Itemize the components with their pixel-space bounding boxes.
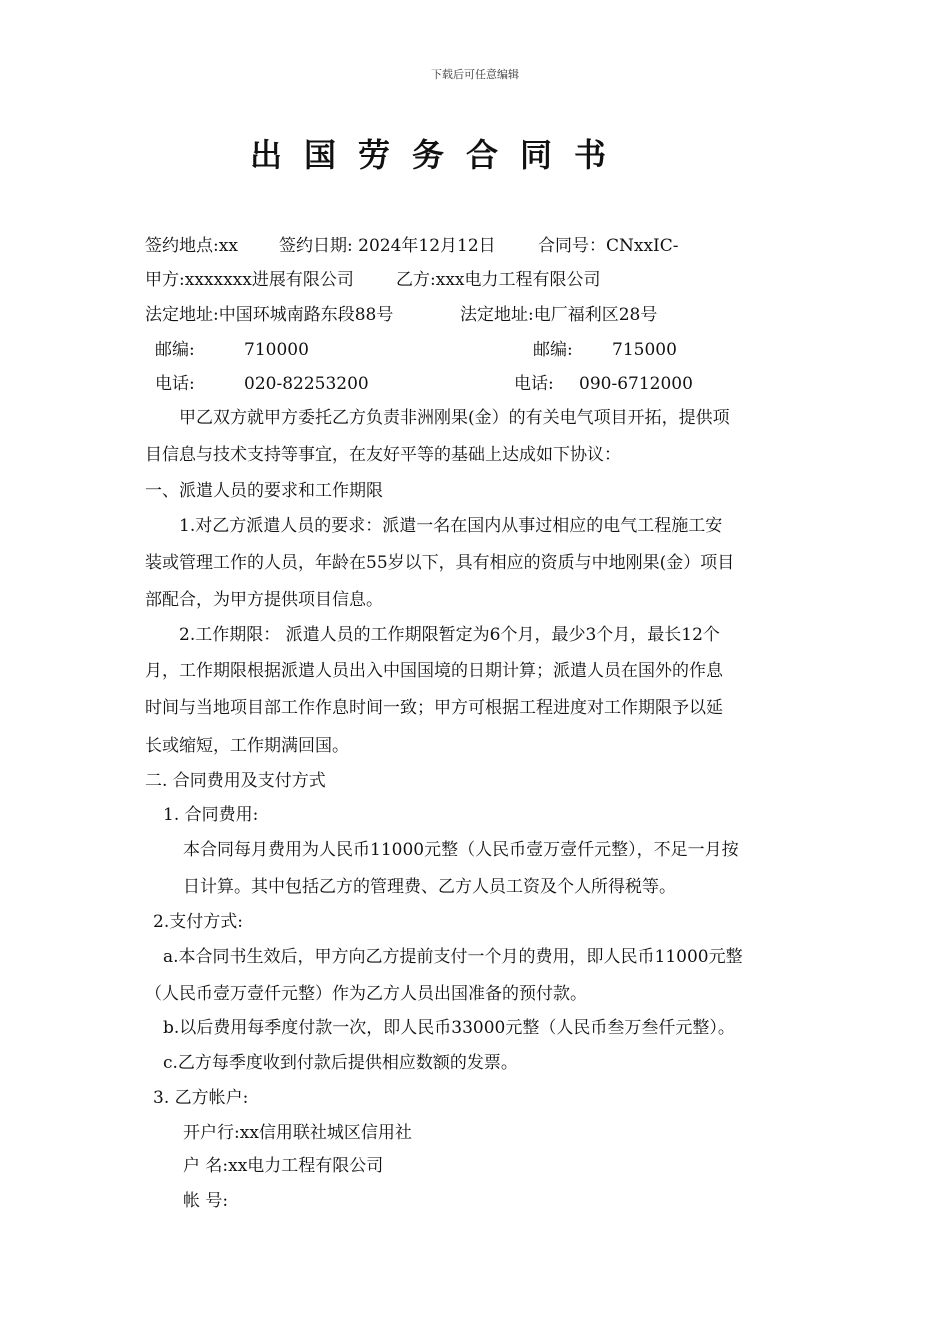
page-header-note: 下载后可任意编辑 xyxy=(431,68,519,81)
signing-place: 签约地点:xx xyxy=(145,236,238,256)
party-b-zip: 715000 xyxy=(612,340,677,360)
intro-line: 目信息与技术支持等事宜，在友好平等的基础上达成如下协议： xyxy=(145,445,621,465)
payment-item-a-line: a.本合同书生效后，甲方向乙方提前支付一个月的费用，即人民币11000元整 xyxy=(163,947,743,967)
party-a: 甲方:xxxxxxx进展有限公司 xyxy=(145,270,354,290)
party-b-address: 法定地址:电厂福利区28号 xyxy=(460,305,658,325)
party-a-tel: 020-82253200 xyxy=(244,374,369,394)
fee-text-line: 本合同每月费用为人民币11000元整（人民币壹万壹仟元整），不足一月按 xyxy=(183,840,739,860)
signing-date: 签约日期: 2024年12月12日 xyxy=(279,236,496,256)
bank-name: 开户行:xx信用联社城区信用社 xyxy=(183,1123,412,1143)
party-b-tel-label: 电话: xyxy=(514,374,554,394)
account-holder: 户 名:xx电力工程有限公司 xyxy=(183,1156,384,1176)
section-1-item-1-line: 部配合，为甲方提供项目信息。 xyxy=(145,590,383,610)
payment-item-c: c.乙方每季度收到付款后提供相应数额的发票。 xyxy=(163,1053,518,1073)
payment-heading: 2.支付方式: xyxy=(153,912,243,932)
section-1-item-2-line: 长或缩短，工作期满回国。 xyxy=(145,736,349,756)
fee-heading: 1. 合同费用: xyxy=(163,805,259,825)
document-title: 出国劳务合同书 xyxy=(250,136,629,174)
payment-item-b: b.以后费用每季度付款一次，即人民币33000元整（人民币叁万叁仟元整）。 xyxy=(163,1018,735,1038)
section-1-item-2-line: 月，工作期限根据派遣人员出入中国国境的日期计算；派遣人员在国外的作息 xyxy=(145,661,723,681)
contract-number: 合同号：CNxxIC- xyxy=(538,236,679,256)
party-a-tel-label: 电话: xyxy=(155,374,195,394)
section-1-item-2-line: 时间与当地项目部工作作息时间一致；甲方可根据工程进度对工作期限予以延 xyxy=(145,698,723,718)
section-1-heading: 一、派遣人员的要求和工作期限 xyxy=(145,481,383,501)
account-number: 帐 号: xyxy=(183,1191,229,1211)
section-1-item-1-line: 装或管理工作的人员，年龄在55岁以下，具有相应的资质与中地刚果(金）项目 xyxy=(145,553,735,573)
section-1-item-1-line: 1.对乙方派遣人员的要求：派遣一名在国内从事过相应的电气工程施工安 xyxy=(179,516,723,536)
fee-text-line: 日计算。其中包括乙方的管理费、乙方人员工资及个人所得税等。 xyxy=(183,877,676,897)
party-b-tel: 090-6712000 xyxy=(579,374,693,394)
section-2-heading: 二. 合同费用及支付方式 xyxy=(145,771,326,791)
account-heading: 3. 乙方帐户: xyxy=(153,1088,249,1108)
party-a-address: 法定地址:中国环城南路东段88号 xyxy=(145,305,394,325)
party-b: 乙方:xxx电力工程有限公司 xyxy=(396,270,601,290)
intro-line: 甲乙双方就甲方委托乙方负责非洲刚果(金）的有关电气项目开拓，提供项 xyxy=(179,408,730,428)
party-a-zip: 710000 xyxy=(244,340,309,360)
section-1-item-2-line: 2.工作期限： 派遣人员的工作期限暂定为6个月，最少3个月，最长12个 xyxy=(179,625,720,645)
payment-item-a-line: （人民币壹万壹仟元整）作为乙方人员出国准备的预付款。 xyxy=(145,984,587,1004)
party-b-zip-label: 邮编: xyxy=(533,340,573,360)
party-a-zip-label: 邮编: xyxy=(155,340,195,360)
